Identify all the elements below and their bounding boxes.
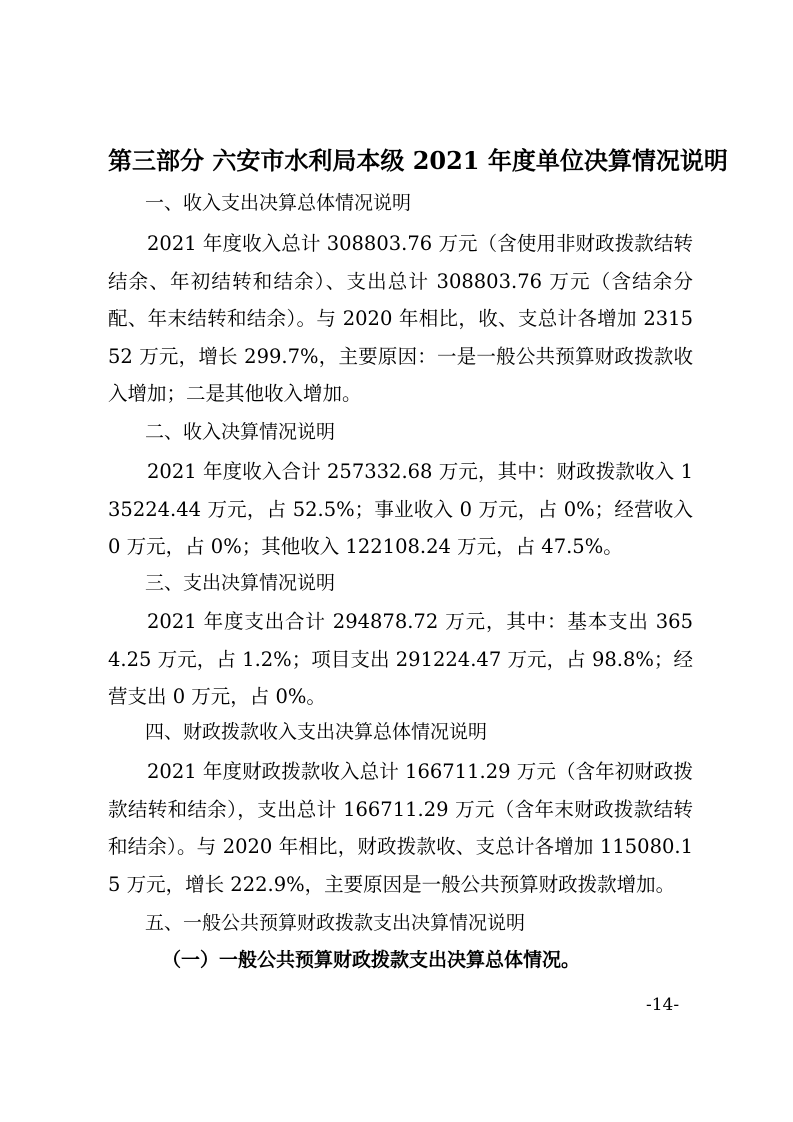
subsection-heading: （一）一般公共预算财政拨款支出决算总体情况。 (162, 949, 581, 971)
section-paragraph-1: 2021 年度收入总计 308803.76 万元（含使用非财政拨款结转结余、年初结转和结余）、支出总计 308803.76 万元（含结余分配、年末结转和结余）。与 2020 年相比，收、支总计各增加 231552 万元，增长 299.7%，主要原因：一是一般公共预算财政拨款收入增加；二是其他收入增加。 (108, 232, 693, 405)
section-heading-1: 一、收入支出决算总体情况说明 (145, 192, 412, 214)
section-paragraph-2: 2021 年度收入合计 257332.68 万元，其中：财政拨款收入 135224.44 万元，占 52.5%；事业收入 0 万元，占 0%；经营收入 0 万元，占 0%；其他收入 122108.24 万元，占 47.5%。 (108, 460, 693, 558)
section-paragraph-3: 2021 年度支出合计 294878.72 万元，其中：基本支出 3654.25 万元，占 1.2%；项目支出 291224.47 万元，占 98.8%；经营支出 0 万元，占 0%。 (108, 610, 693, 708)
section-heading-4: 四、财政拨款收入支出决算总体情况说明 (145, 721, 488, 743)
page-title: 第三部分 六安市水利局本级 2021 年度单位决算情况说明 (108, 146, 728, 175)
section-heading-3: 三、支出决算情况说明 (145, 572, 336, 594)
section-heading-2: 二、收入决算情况说明 (145, 421, 336, 443)
section-heading-5: 五、一般公共预算财政拨款支出决算情况说明 (145, 912, 526, 934)
page-number: -14- (646, 995, 680, 1015)
section-paragraph-4: 2021 年度财政拨款收入总计 166711.29 万元（含年初财政拨款结转和结余），支出总计 166711.29 万元（含年末财政拨款结转和结余）。与 2020 年相比，财政拨款收、支总计各增加 115080.15 万元，增长 222.9%，主要原因是一般公共预算财政拨款增加。 (108, 760, 693, 896)
